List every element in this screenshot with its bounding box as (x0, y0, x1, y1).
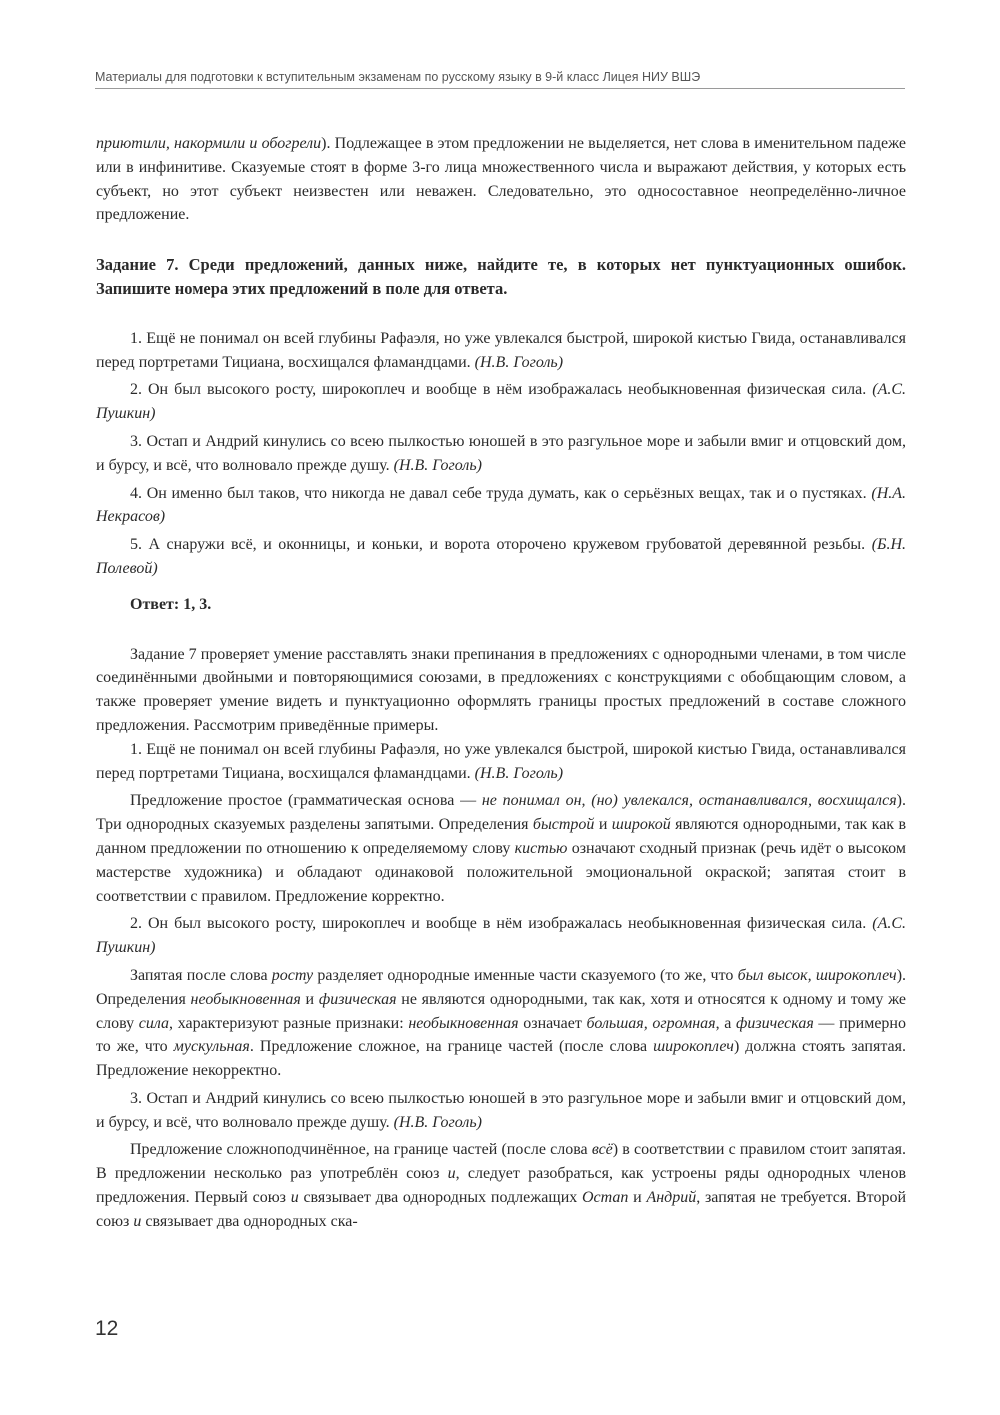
sentence-source: (Н.В. Гоголь) (393, 456, 482, 474)
intro-text: ). Подлежащее в этом предложении не выделяется, нет слова в именительном падеже или в инфинитиве. Сказуемые стоят в форме 3-го лица множественного числа и выражают действия, у которых есть субъект, но этот субъект неизвестен или неважен. Следовательно, это односоставное неопределённо-личное предложение. (96, 135, 907, 224)
sentence-source: (Н.А. Некрасов) (96, 484, 907, 526)
explanation-intro: Задание 7 проверяет умение расставлять знаки препинания в предложениях с однородными членами, в том числе соединёнными двойными и повторяющимися союзами, в предложениях с конструкциями с обобщающим словом, а также проверяет умение видеть и пунктуационно оформлять границы простых предложений в составе сложного предложения. Рассмотрим приведённые примеры. (96, 645, 906, 734)
sentence-source: (Б.Н. Полевой) (96, 536, 907, 577)
running-header: Материалы для подготовки к вступительным экзаменам по русскому языку в 9-й класс Лицея НИУ ВШЭ (95, 70, 701, 84)
example-3-sentence: 3. Остап и Андрий кинулись со всею пылкостью юношей в это разгульное море и забыли вмиг и отцовский дом, и бурсу, и всё, что волновало прежде душу. (Н.В. Гоголь) (96, 1089, 906, 1131)
sentence-source: (А.С. Пушкин) (96, 915, 907, 957)
example-1-sentence: 1. Ещё не понимал он всей глубины Рафаэля, но уже увлекался быстрой, широкой кистью Гвида, останавливался перед портретами Тициана, восхищался фламандцами. (Н.В. Гоголь) (96, 740, 906, 782)
page-number: 12 (95, 1317, 119, 1340)
sentence-source: (Н.В. Гоголь) (474, 764, 564, 782)
example-2-analysis: Запятая после слова росту разделяет однородные именные части сказуемого (то же, что был высок, широкоплеч). Определения необыкновенная и физическая не являются однородными, так как, хотя и относятся к одному и тому же слову сила, характеризуют разные признаки: необыкновенная означает большая, огромная, а физическая — примерно то же, что мускульная. Предложение сложное, на границе частей (после слова широкоплеч) должна стоять запятая. Предложение некорректно. (96, 966, 907, 1080)
page-body (96, 132, 906, 1234)
sentence-source: (Н.В. Гоголь) (393, 1113, 482, 1131)
task-sentence-5: 5. А снаружи всё, и оконницы, и коньки, и ворота оторочено кружевом грубоватой деревянной резьбы. (Б.Н. Полевой) (96, 536, 907, 577)
sentence-source: (Н.В. Гоголь) (474, 353, 564, 371)
task-sentence-3: 3. Остап и Андрий кинулись со всею пылкостью юношей в это разгульное море и забыли вмиг и отцовский дом, и бурсу, и всё, что волновало прежде душу. (Н.В. Гоголь) (96, 432, 906, 474)
task-sentence-2: 2. Он был высокого росту, широкоплеч и вообще в нём изображалась необыкновенная физическая сила. (А.С. Пушкин) (96, 381, 907, 423)
task-sentence-4: 4. Он именно был таков, что никогда не давал себе труда думать, как о серьёзных вещах, так и о пустяках. (Н.А. Некрасов) (96, 484, 907, 526)
intro-italic: приютили, накормили и обогрели (96, 135, 322, 152)
example-1-analysis: Предложение простое (грамматическая основа — не понимал он, (но) увлекался, останавливался, восхищался). Три однородных сказуемых разделены запятыми. Определения быстрой и широкой являются однородными, так как в данном предложении по отношению к определяемому слову кистью означают сходный признак (речь идёт о высоком мастерстве художника) и обладают одинаковой положительной эмоциональной окраской; запятая стоит в соответствии с правилом. Предложение корректно. (96, 792, 907, 905)
task-sentence-1: 1. Ещё не понимал он всей глубины Рафаэля, но уже увлекался быстрой, широкой кистью Гвида, останавливался перед портретами Тициана, восхищался фламандцами. (Н.В. Гоголь) (96, 329, 906, 371)
task-title: Задание 7. Среди предложений, данных ниже, найдите те, в которых нет пунктуационных ошибок. Запишите номера этих предложений в поле для ответа. (96, 255, 906, 298)
intro-paragraph (96, 132, 906, 227)
example-2-sentence: 2. Он был высокого росту, широкоплеч и вообще в нём изображалась необыкновенная физическая сила. (А.С. Пушкин) (96, 915, 907, 957)
sentence-source: (А.С. Пушкин) (96, 381, 907, 423)
header-divider (95, 88, 905, 89)
answer-line: Ответ: 1, 3. (130, 595, 212, 613)
example-3-analysis: Предложение сложноподчинённое, на границе частей (после слова всё) в соответствии с правилом стоит запятая. В предложении несколько раз употреблён союз и, следует разобраться, как устроены ряды однородных членов предложения. Первый союз и связывает два однородных подлежащих Остап и Андрий, запятая не требуется. Второй союз и связывает два однородных ска- (96, 1141, 907, 1230)
